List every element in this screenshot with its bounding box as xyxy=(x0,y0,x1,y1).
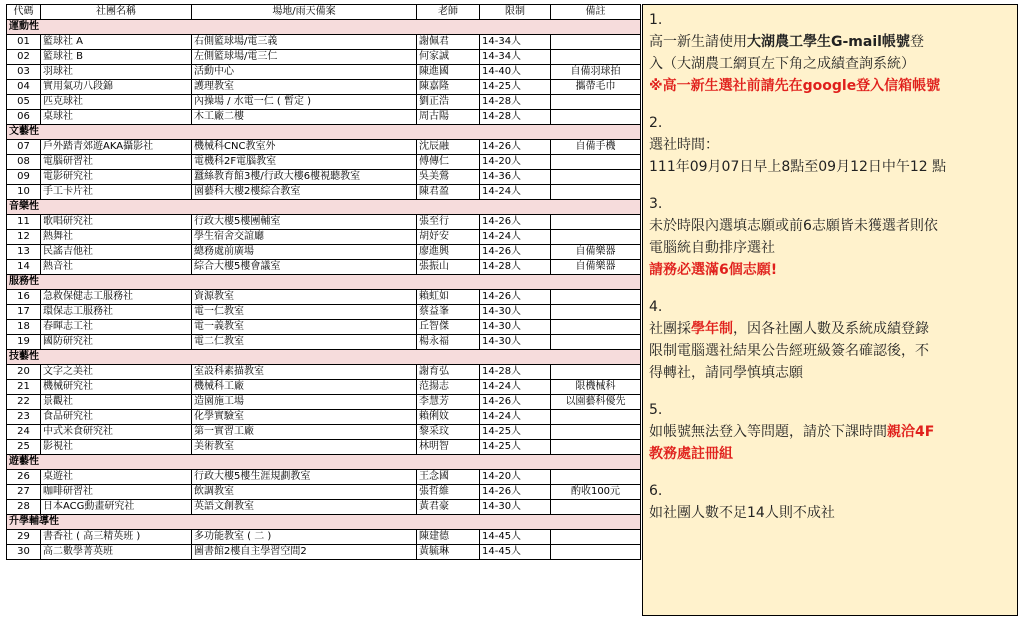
note-line xyxy=(649,259,1011,281)
table-row xyxy=(7,440,641,455)
note-emphasis: ※高一新生選社前請先在google登入信箱帳號 xyxy=(649,78,941,94)
cell-name: 環保志工服務社 xyxy=(41,305,192,320)
note-line xyxy=(649,193,1011,215)
category-label: 技藝性 xyxy=(7,350,641,365)
cell-venue: 多功能教室 ( 二 ) xyxy=(192,530,417,545)
note-line xyxy=(649,318,1011,340)
note-line xyxy=(649,480,1011,502)
cell-code: 08 xyxy=(7,155,41,170)
cell-venue: 電機科2F電腦教室 xyxy=(192,155,417,170)
cell-venue: 電一仁教室 xyxy=(192,305,417,320)
note-line xyxy=(649,215,1011,237)
category-label: 音樂性 xyxy=(7,200,641,215)
cell-venue: 飲調教室 xyxy=(192,485,417,500)
table-row xyxy=(7,290,641,305)
note-text: 電腦統自動排序選社 xyxy=(649,240,775,256)
cell-venue: 護理教室 xyxy=(192,80,417,95)
note-line xyxy=(649,112,1011,134)
cell-code: 29 xyxy=(7,530,41,545)
cell-code: 24 xyxy=(7,425,41,440)
cell-name: 熱舞社 xyxy=(41,230,192,245)
cell-teacher: 李慧芳 xyxy=(417,395,480,410)
cell-limit: 14-28人 xyxy=(480,365,551,380)
cell-venue: 活動中心 xyxy=(192,65,417,80)
table-row xyxy=(7,425,641,440)
header-note: 備註 xyxy=(551,5,641,20)
table-row xyxy=(7,230,641,245)
cell-name: 手工卡片社 xyxy=(41,185,192,200)
cell-name: 日本ACG動畫研究社 xyxy=(41,500,192,515)
cell-code: 20 xyxy=(7,365,41,380)
cell-limit: 14-26人 xyxy=(480,395,551,410)
cell-limit: 14-24人 xyxy=(480,185,551,200)
cell-note xyxy=(551,35,641,50)
table-row xyxy=(7,305,641,320)
cell-note: 自備樂器 xyxy=(551,245,641,260)
cell-name: 機械研究社 xyxy=(41,380,192,395)
note-line xyxy=(649,53,1011,75)
cell-name: 國防研究社 xyxy=(41,335,192,350)
cell-venue: 學生宿舍交誼廳 xyxy=(192,230,417,245)
cell-name: 歌唱研究社 xyxy=(41,215,192,230)
cell-note: 自備手機 xyxy=(551,140,641,155)
table-row xyxy=(7,140,641,155)
cell-limit: 14-26人 xyxy=(480,215,551,230)
note-line xyxy=(649,399,1011,421)
table-row xyxy=(7,365,641,380)
cell-limit: 14-25人 xyxy=(480,80,551,95)
cell-code: 09 xyxy=(7,170,41,185)
cell-code: 22 xyxy=(7,395,41,410)
note-item xyxy=(649,112,1011,178)
table-row xyxy=(7,50,641,65)
note-bold-text: 大湖農工學生G-mail帳號 xyxy=(747,34,910,50)
cell-venue: 圖書館2樓自主學習空間2 xyxy=(192,545,417,560)
cell-note: 限機械科 xyxy=(551,380,641,395)
note-line xyxy=(649,237,1011,259)
cell-code: 17 xyxy=(7,305,41,320)
category-label: 運動性 xyxy=(7,20,641,35)
note-line xyxy=(649,296,1011,318)
cell-name: 電腦研習社 xyxy=(41,155,192,170)
cell-teacher: 謝佩君 xyxy=(417,35,480,50)
cell-name: 籃球社 B xyxy=(41,50,192,65)
cell-venue: 右側籃球場/電三義 xyxy=(192,35,417,50)
cell-venue: 機械科CNC教室外 xyxy=(192,140,417,155)
cell-limit: 14-30人 xyxy=(480,320,551,335)
category-row xyxy=(7,200,641,215)
cell-limit: 14-26人 xyxy=(480,290,551,305)
note-text: 如社團人數不足14人則不成社 xyxy=(649,505,835,521)
cell-note xyxy=(551,155,641,170)
cell-code: 05 xyxy=(7,95,41,110)
cell-code: 23 xyxy=(7,410,41,425)
header-venue: 場地/雨天備案 xyxy=(192,5,417,20)
cell-venue: 行政大樓5樓生涯規劃教室 xyxy=(192,470,417,485)
cell-name: 中式米食研究社 xyxy=(41,425,192,440)
cell-note xyxy=(551,230,641,245)
table-row xyxy=(7,80,641,95)
cell-teacher: 謝育弘 xyxy=(417,365,480,380)
cell-note xyxy=(551,500,641,515)
cell-limit: 14-24人 xyxy=(480,380,551,395)
cell-code: 02 xyxy=(7,50,41,65)
cell-teacher: 胡妤安 xyxy=(417,230,480,245)
cell-venue: 造園施工場 xyxy=(192,395,417,410)
note-line xyxy=(649,340,1011,362)
cell-note xyxy=(551,95,641,110)
header-club-name: 社團名稱 xyxy=(41,5,192,20)
cell-limit: 14-26人 xyxy=(480,140,551,155)
category-row xyxy=(7,275,641,290)
table-row xyxy=(7,395,641,410)
table-row xyxy=(7,95,641,110)
cell-venue: 英語文創教室 xyxy=(192,500,417,515)
cell-code: 16 xyxy=(7,290,41,305)
category-label: 服務性 xyxy=(7,275,641,290)
cell-note xyxy=(551,185,641,200)
cell-note: 酌收100元 xyxy=(551,485,641,500)
cell-note xyxy=(551,545,641,560)
note-text: 4. xyxy=(649,299,663,315)
cell-note xyxy=(551,335,641,350)
note-text: 社團採 xyxy=(649,321,691,337)
cell-note xyxy=(551,110,641,125)
cell-venue: 美術教室 xyxy=(192,440,417,455)
cell-name: 桌球社 xyxy=(41,110,192,125)
cell-name: 咖啡研習社 xyxy=(41,485,192,500)
cell-code: 01 xyxy=(7,35,41,50)
cell-venue: 化學實驗室 xyxy=(192,410,417,425)
cell-name: 籃球社 A xyxy=(41,35,192,50)
category-row xyxy=(7,20,641,35)
cell-limit: 14-24人 xyxy=(480,410,551,425)
table-row xyxy=(7,185,641,200)
cell-name: 書香社 ( 高三精英班 ) xyxy=(41,530,192,545)
note-item xyxy=(649,399,1011,465)
cell-name: 春暉志工社 xyxy=(41,320,192,335)
cell-name: 影視社 xyxy=(41,440,192,455)
cell-venue: 機械科工廠 xyxy=(192,380,417,395)
cell-limit: 14-20人 xyxy=(480,470,551,485)
category-label: 升學輔導性 xyxy=(7,515,641,530)
cell-note xyxy=(551,305,641,320)
note-line xyxy=(649,134,1011,156)
cell-teacher: 林明智 xyxy=(417,440,480,455)
cell-venue: 蠶絲教育館3樓/行政大樓6樓視聽教室 xyxy=(192,170,417,185)
note-text: 1. xyxy=(649,12,663,28)
note-text: 2. xyxy=(649,115,663,131)
cell-venue: 左側籃球場/電三仁 xyxy=(192,50,417,65)
cell-code: 14 xyxy=(7,260,41,275)
table-row xyxy=(7,65,641,80)
cell-teacher: 賴虹如 xyxy=(417,290,480,305)
cell-venue: 室設科素描教室 xyxy=(192,365,417,380)
cell-code: 18 xyxy=(7,320,41,335)
cell-code: 07 xyxy=(7,140,41,155)
cell-code: 27 xyxy=(7,485,41,500)
cell-name: 急救保健志工服務社 xyxy=(41,290,192,305)
cell-code: 12 xyxy=(7,230,41,245)
table-row xyxy=(7,215,641,230)
note-line xyxy=(649,75,1011,97)
note-text: 如帳號無法登入等問題，請於下課時間 xyxy=(649,424,887,440)
note-text: 3. xyxy=(649,196,663,212)
cell-code: 13 xyxy=(7,245,41,260)
cell-teacher: 丘智傑 xyxy=(417,320,480,335)
note-line xyxy=(649,156,1011,178)
cell-teacher: 沈辰融 xyxy=(417,140,480,155)
note-text: 6. xyxy=(649,483,663,499)
cell-limit: 14-25人 xyxy=(480,425,551,440)
cell-limit: 14-30人 xyxy=(480,335,551,350)
table-row xyxy=(7,545,641,560)
cell-teacher: 蔡益峯 xyxy=(417,305,480,320)
note-text: 高一新生請使用 xyxy=(649,34,747,50)
cell-teacher: 張振山 xyxy=(417,260,480,275)
cell-name: 民謠吉他社 xyxy=(41,245,192,260)
cell-note xyxy=(551,50,641,65)
cell-note xyxy=(551,290,641,305)
cell-name: 景觀社 xyxy=(41,395,192,410)
cell-limit: 14-45人 xyxy=(480,545,551,560)
table-row xyxy=(7,155,641,170)
cell-name: 電影研究社 xyxy=(41,170,192,185)
cell-limit: 14-36人 xyxy=(480,170,551,185)
cell-venue: 園藝科大樓2樓綜合教室 xyxy=(192,185,417,200)
cell-teacher: 劉正浩 xyxy=(417,95,480,110)
cell-teacher: 黃君豪 xyxy=(417,500,480,515)
cell-name: 匹克球社 xyxy=(41,95,192,110)
note-text: 5. xyxy=(649,402,663,418)
note-emphasis: 親洽4F xyxy=(887,424,935,440)
cell-limit: 14-28人 xyxy=(480,95,551,110)
cell-code: 04 xyxy=(7,80,41,95)
note-text: ，因各社團人數及系統成績登錄 xyxy=(733,321,929,337)
cell-code: 26 xyxy=(7,470,41,485)
cell-limit: 14-45人 xyxy=(480,530,551,545)
note-emphasis: 教務處註冊組 xyxy=(649,446,733,462)
cell-teacher: 陳建德 xyxy=(417,530,480,545)
note-emphasis: 學年制 xyxy=(691,321,733,337)
cell-limit: 14-25人 xyxy=(480,440,551,455)
cell-code: 06 xyxy=(7,110,41,125)
cell-teacher: 張至行 xyxy=(417,215,480,230)
cell-note xyxy=(551,470,641,485)
note-text: 未於時限內選填志願或前6志願皆未獲選者則依 xyxy=(649,218,938,234)
category-label: 文藝性 xyxy=(7,125,641,140)
cell-limit: 14-28人 xyxy=(480,110,551,125)
note-text: 限制電腦選社結果公告經班級簽名確認後，不 xyxy=(649,343,929,359)
cell-teacher: 王念國 xyxy=(417,470,480,485)
cell-teacher: 陳君盈 xyxy=(417,185,480,200)
note-item xyxy=(649,296,1011,384)
cell-limit: 14-24人 xyxy=(480,230,551,245)
cell-name: 文字之美社 xyxy=(41,365,192,380)
cell-venue: 資源教室 xyxy=(192,290,417,305)
note-line xyxy=(649,362,1011,384)
cell-name: 熱音社 xyxy=(41,260,192,275)
cell-limit: 14-40人 xyxy=(480,65,551,80)
cell-venue: 行政大樓5樓團輔室 xyxy=(192,215,417,230)
cell-name: 桌遊社 xyxy=(41,470,192,485)
note-item xyxy=(649,9,1011,97)
cell-limit: 14-30人 xyxy=(480,500,551,515)
cell-note: 自備樂器 xyxy=(551,260,641,275)
cell-note: 自備羽球拍 xyxy=(551,65,641,80)
table-row xyxy=(7,110,641,125)
cell-note xyxy=(551,320,641,335)
cell-code: 25 xyxy=(7,440,41,455)
note-text: 登 xyxy=(909,34,924,50)
table-row xyxy=(7,170,641,185)
cell-name: 食品研究社 xyxy=(41,410,192,425)
table-row xyxy=(7,245,641,260)
cell-venue: 綜合大樓5樓會議室 xyxy=(192,260,417,275)
cell-venue: 電二仁教室 xyxy=(192,335,417,350)
cell-limit: 14-30人 xyxy=(480,305,551,320)
cell-note: 以園藝科優先 xyxy=(551,395,641,410)
cell-limit: 14-20人 xyxy=(480,155,551,170)
category-label: 遊藝性 xyxy=(7,455,641,470)
document-page xyxy=(6,4,1018,616)
table-row xyxy=(7,380,641,395)
cell-code: 11 xyxy=(7,215,41,230)
table-row xyxy=(7,35,641,50)
note-item xyxy=(649,480,1011,524)
note-item xyxy=(649,193,1011,281)
cell-teacher: 吳美鶯 xyxy=(417,170,480,185)
cell-limit: 14-34人 xyxy=(480,35,551,50)
cell-teacher: 傅傳仁 xyxy=(417,155,480,170)
cell-code: 30 xyxy=(7,545,41,560)
header-row xyxy=(7,5,641,20)
category-row xyxy=(7,515,641,530)
note-line xyxy=(649,443,1011,465)
note-text: 入（大湖農工網頁左下角之成績查詢系統） xyxy=(649,56,915,72)
cell-note xyxy=(551,365,641,380)
note-line xyxy=(649,31,1011,53)
cell-limit: 14-26人 xyxy=(480,245,551,260)
cell-name: 戶外踏青郊遊AKA攝影社 xyxy=(41,140,192,155)
cell-code: 28 xyxy=(7,500,41,515)
note-line xyxy=(649,9,1011,31)
header-teacher: 老師 xyxy=(417,5,480,20)
cell-code: 19 xyxy=(7,335,41,350)
cell-teacher: 周古陽 xyxy=(417,110,480,125)
cell-note: 攜帶毛巾 xyxy=(551,80,641,95)
cell-venue: 總務處前廣場 xyxy=(192,245,417,260)
header-limit: 限制 xyxy=(480,5,551,20)
header-code: 代碼 xyxy=(7,5,41,20)
cell-note xyxy=(551,410,641,425)
table-row xyxy=(7,260,641,275)
note-text: 得轉社，請同學慎填志願 xyxy=(649,365,803,381)
cell-venue: 電一義教室 xyxy=(192,320,417,335)
cell-teacher: 賴俐妏 xyxy=(417,410,480,425)
note-emphasis: 請務必選滿6個志願! xyxy=(649,262,778,278)
table-row xyxy=(7,470,641,485)
cell-note xyxy=(551,215,641,230)
cell-teacher: 黎采玟 xyxy=(417,425,480,440)
note-text: 選社時間： xyxy=(649,137,719,153)
category-row xyxy=(7,455,641,470)
cell-teacher: 張哲維 xyxy=(417,485,480,500)
table-body xyxy=(7,20,641,560)
cell-teacher: 何家誠 xyxy=(417,50,480,65)
cell-teacher: 黃毓琳 xyxy=(417,545,480,560)
cell-limit: 14-26人 xyxy=(480,485,551,500)
cell-teacher: 陳嘉隆 xyxy=(417,80,480,95)
cell-code: 10 xyxy=(7,185,41,200)
cell-note xyxy=(551,530,641,545)
table-row xyxy=(7,500,641,515)
table-row xyxy=(7,335,641,350)
cell-limit: 14-34人 xyxy=(480,50,551,65)
cell-name: 實用氣功八段錦 xyxy=(41,80,192,95)
cell-teacher: 廖進興 xyxy=(417,245,480,260)
note-line xyxy=(649,421,1011,443)
category-row xyxy=(7,350,641,365)
table-header xyxy=(7,5,641,20)
cell-code: 03 xyxy=(7,65,41,80)
cell-teacher: 楊永福 xyxy=(417,335,480,350)
cell-note xyxy=(551,425,641,440)
category-row xyxy=(7,125,641,140)
table-row xyxy=(7,530,641,545)
cell-note xyxy=(551,440,641,455)
cell-name: 羽球社 xyxy=(41,65,192,80)
note-line xyxy=(649,502,1011,524)
cell-venue: 內操場 / 水電一仁 ( 暫定 ) xyxy=(192,95,417,110)
table-row xyxy=(7,320,641,335)
cell-venue: 第一實習工廠 xyxy=(192,425,417,440)
note-text: 111年09月07日早上8點至09月12日中午12 點 xyxy=(649,159,947,175)
cell-teacher: 范揚志 xyxy=(417,380,480,395)
cell-venue: 木工廠二樓 xyxy=(192,110,417,125)
notes-panel xyxy=(642,4,1018,616)
cell-note xyxy=(551,170,641,185)
table-row xyxy=(7,410,641,425)
cell-code: 21 xyxy=(7,380,41,395)
cell-name: 高二數學菁英班 xyxy=(41,545,192,560)
table-row xyxy=(7,485,641,500)
club-table xyxy=(6,4,641,560)
cell-teacher: 陳進國 xyxy=(417,65,480,80)
cell-limit: 14-28人 xyxy=(480,260,551,275)
